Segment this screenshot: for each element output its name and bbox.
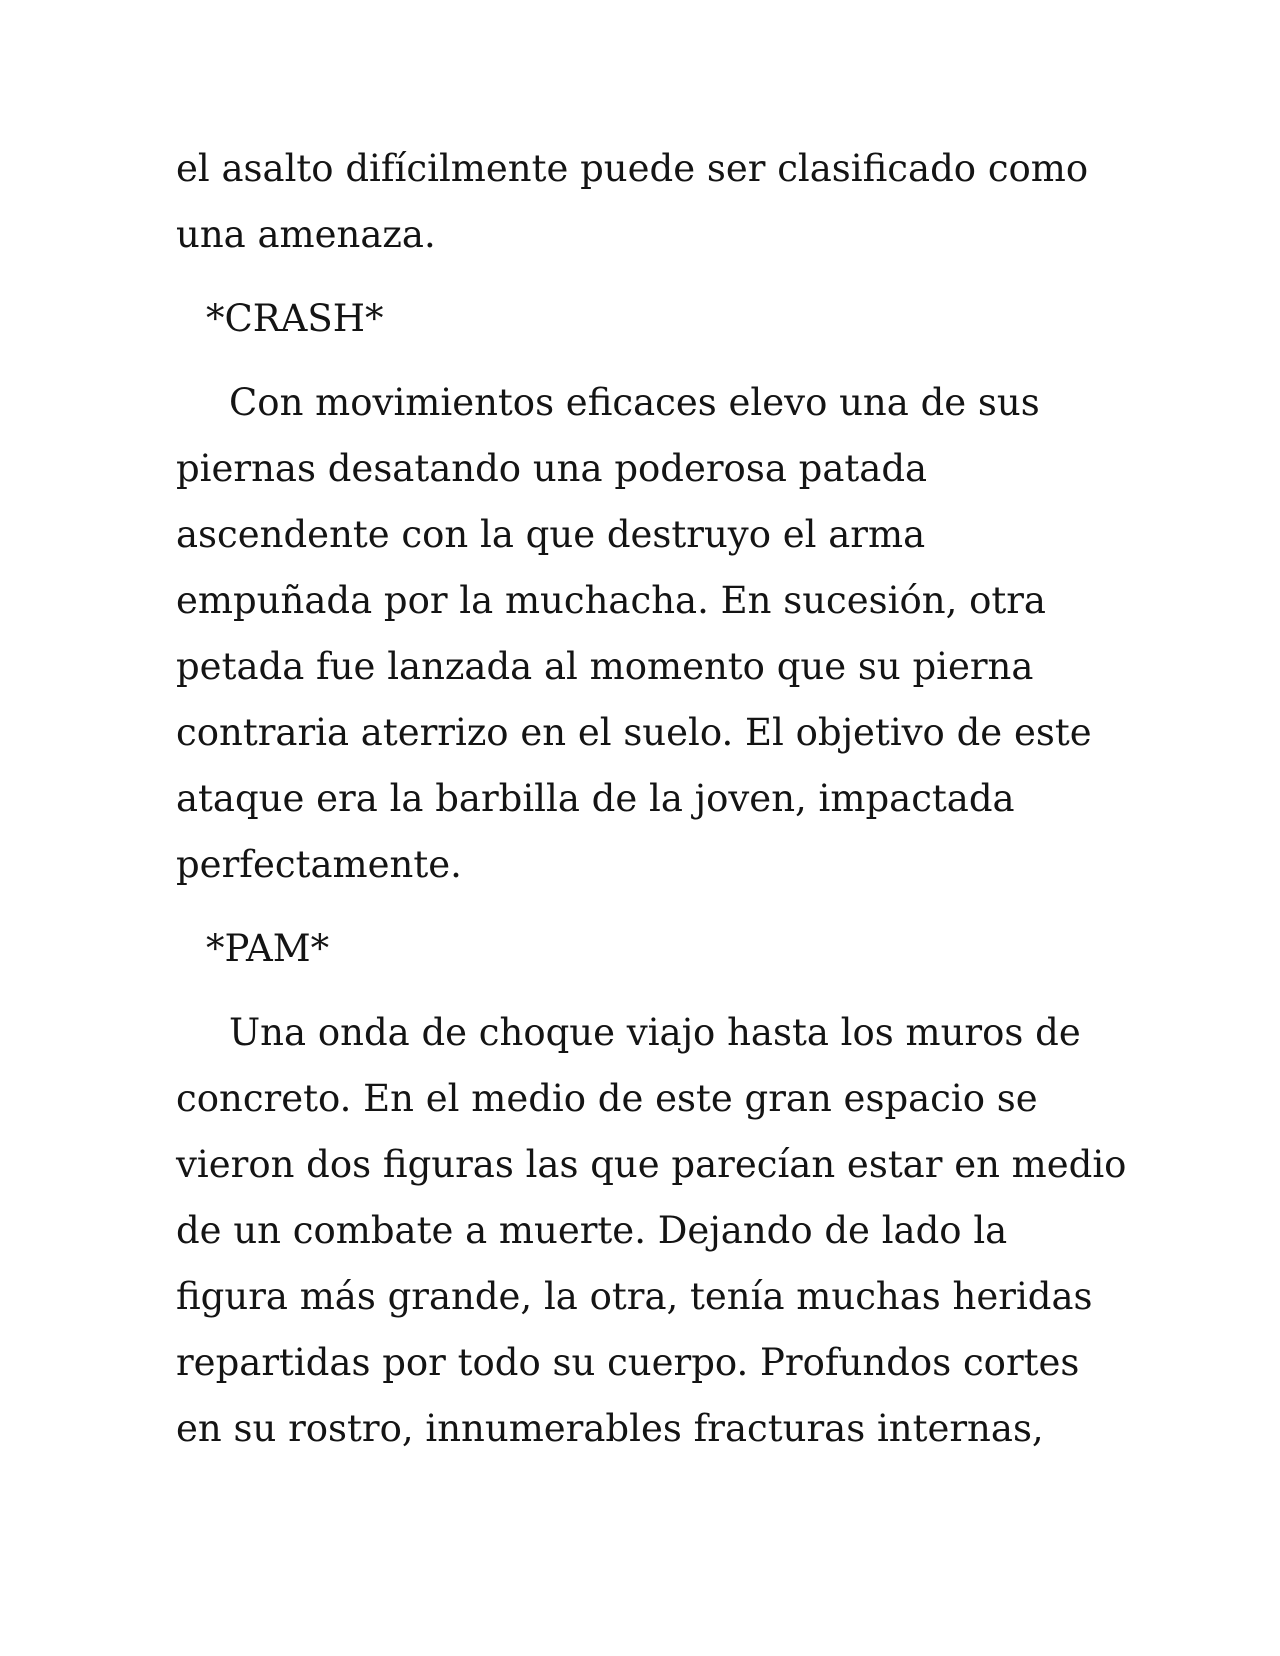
text-line: ataque era la barbilla de la joven, impactada xyxy=(176,777,1015,820)
text-line: una amenaza. xyxy=(176,213,436,256)
paragraph-kick xyxy=(176,370,1116,898)
text-line: contraria aterrizo en el suelo. El objetivo de este xyxy=(176,711,1092,754)
text-line: en su rostro, innumerables fracturas internas, xyxy=(176,1407,1044,1450)
text-line: Una onda de choque viajo hasta los muros de xyxy=(229,1011,1081,1054)
text-line: repartidas por todo su cuerpo. Profundos cortes xyxy=(176,1341,1080,1384)
paragraph-spacing xyxy=(176,982,1116,1000)
text-line: concreto. En el medio de este gran espacio se xyxy=(176,1077,1038,1120)
text-line: ascendente con la que destruyo el arma xyxy=(176,513,926,556)
text-line: piernas desatando una poderosa patada xyxy=(176,447,928,490)
text-line: vieron dos figuras las que parecían estar en medio xyxy=(176,1143,1127,1186)
paragraph-spacing xyxy=(176,268,1116,286)
body-text xyxy=(176,136,1127,1462)
paragraph-shockwave xyxy=(176,1000,1127,1462)
text-line: perfectamente. xyxy=(176,843,462,886)
text-line: figura más grande, la otra, tenía muchas heridas xyxy=(176,1275,1093,1318)
sound-effect-pam: *PAM* xyxy=(206,927,330,970)
text-line: empuñada por la muchacha. En sucesión, otra xyxy=(176,579,1046,622)
paragraph-spacing xyxy=(176,898,1116,916)
text-line: Con movimientos eficaces elevo una de sus xyxy=(229,381,1040,424)
text-line: de un combate a muerte. Dejando de lado la xyxy=(176,1209,1008,1252)
text-line: el asalto difícilmente puede ser clasificado como xyxy=(176,147,1089,190)
text-line: petada fue lanzada al momento que su pierna xyxy=(176,645,1034,688)
paragraph-spacing xyxy=(176,352,1116,370)
paragraph-continuation xyxy=(176,136,1116,268)
sound-effect-crash: *CRASH* xyxy=(206,297,384,340)
